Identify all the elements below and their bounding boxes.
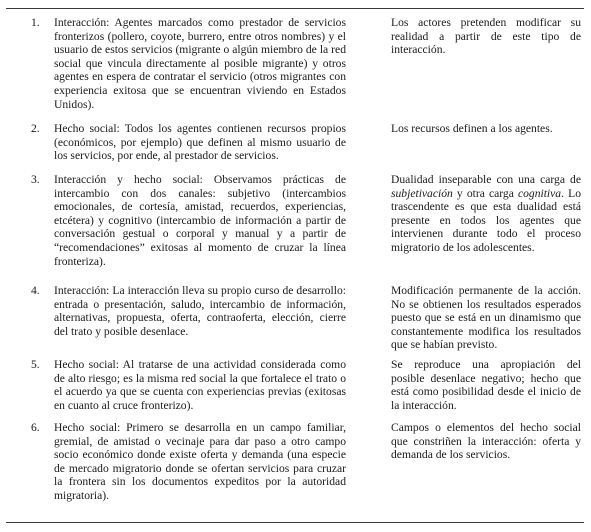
row-number: 6. (31, 421, 40, 434)
row-analysis: Se reproduce una apropiación del posible desenlace negativo; hecho que está como posibilidad desde el inicio de la interacción. (391, 358, 581, 412)
row-number: 4. (31, 284, 40, 297)
row-description: Hecho social: Primero se desarrolla en un campo familiar, gremial, de amistad o vecinaje para dar paso a otro campo socio económico donde existe oferta y demanda (una especie de mercado migratorio donde se ofertan servicios para cruzar la frontera sin los documentos expeditos por la autoridad migratoria). (54, 421, 346, 502)
row-description: Interacción y hecho social: Observamos prácticas de intercambio con dos canales: subjetivo (intercambios emocionales, de cortesía, amistad, recuerdos, experiencias, etcétera) y cognitivo (intercambio de información a partir de conversación gestual o corporal y manual y a partir de “recomendaciones” exitosas al momento de cruzar la línea fronteriza). (54, 173, 346, 268)
row-description: Interacción: Agentes marcados como prestador de servicios fronterizos (pollero, coyote, burrero, entre otros nombres) y el usuario de estos servicios (migrante o algún miembro de la red social que vincula directamente al posible migrante) y otros agentes en espera de contratar el servicio (otros migrantes con experiencia exitosa que se encuentran viviendo en Estados Unidos). (54, 16, 346, 111)
row-analysis: Los recursos definen a los agentes. (391, 122, 553, 135)
row-analysis: Modificación permanente de la acción. No se obtienen los resultados esperados puesto que se está en un dinamismo que constantemente modifica los resultados que se habían previsto. (391, 284, 581, 352)
row-analysis-emphasis: cognitiva (517, 186, 562, 200)
row-number: 5. (31, 358, 40, 371)
row-description: Hecho social: Todos los agentes contienen recursos propios (económicos, por ejemplo) que definen al mismo usuario de los servicios, por ende, al prestador de servicios. (54, 122, 346, 163)
row-number: 1. (31, 16, 40, 29)
row-analysis-text: y otra carga (452, 186, 518, 200)
row-description: Interacción: La interacción lleva su propio curso de desarrollo: entrada o presentación, saludo, intercambio de información, alternativas, propuesta, oferta, contraoferta, elección, cierre del trato y posible desenlace. (54, 284, 346, 338)
row-analysis: Los actores pretenden modificar su realidad a partir de este tipo de interacción. (391, 16, 581, 57)
top-rule (6, 8, 584, 9)
row-analysis-text: . Lo trascendente es que esta dualidad está presente en todos los agentes que intervienen durante todo el proceso migratorio de los adolescentes. (391, 186, 581, 254)
row-description: Hecho social: Al tratarse de una actividad considerada como de alto riesgo; es la misma red social la que fortalece el trato o el acuerdo ya que se cuenta con experiencias previas (exitosas en cuanto al cruce fronterizo). (54, 358, 346, 412)
bottom-rule (6, 522, 584, 523)
row-analysis (391, 173, 581, 255)
row-number: 2. (31, 122, 40, 135)
row-analysis: Campos o elementos del hecho social que constriñen la interacción: oferta y demanda de los servicios. (391, 421, 581, 462)
row-number: 3. (31, 173, 40, 186)
row-analysis-text: Dualidad inseparable con una carga de (391, 173, 581, 186)
row-analysis-emphasis: subjetivación (391, 186, 453, 200)
